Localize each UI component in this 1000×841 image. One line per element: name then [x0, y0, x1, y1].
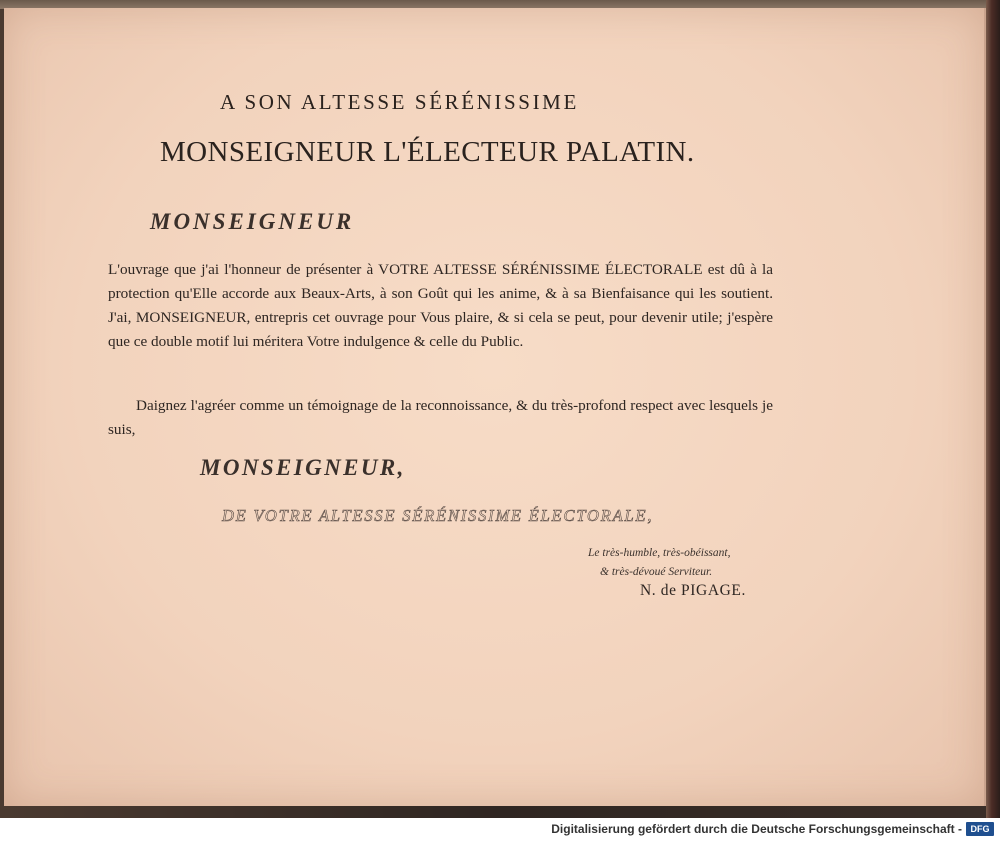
closing-title-line: DE VOTRE ALTESSE SÉRÉNISSIME ÉLECTORALE, — [222, 506, 654, 525]
footer-credit-text: Digitalisierung gefördert durch die Deutsche Forschungsgemeinschaft - — [551, 822, 962, 836]
body-paragraph-2: Daignez l'agréer comme un témoignage de la reconnoissance, & du très-profond respect avec lesquels je suis, — [108, 397, 773, 438]
signature-formula-line1: Le très-humble, très-obéissant, — [588, 547, 731, 559]
footer-bar — [0, 818, 1000, 841]
dfg-logo: DFG — [966, 822, 994, 836]
signature-formula-line2: & très-dévoué Serviteur. — [600, 566, 713, 578]
salutation: MONSEIGNEUR — [150, 209, 355, 234]
dedication-heading-line1: A SON ALTESSE SÉRÉNISSIME — [220, 90, 579, 114]
dedication-heading-line2: MONSEIGNEUR L'ÉLECTEUR PALATIN. — [160, 136, 695, 168]
book-right-edge — [986, 0, 1000, 818]
signature-name: N. de PIGAGE. — [640, 582, 746, 599]
closing-salutation: MONSEIGNEUR, — [200, 455, 406, 480]
body-paragraph-1: L'ouvrage que j'ai l'honneur de présenter à VOTRE ALTESSE SÉRÉNISSIME ÉLECTORALE est dû à la protection qu'Elle accorde aux Beaux-Arts, à son Goût qui les anime, & à sa Bienfaisance qui les soutient. J'ai, MONSEIGNEUR, entrepris cet ouvrage pour Vous plaire, & si cela se peut, pour devenir utile; j'espère que ce double motif lui méritera Votre indulgence & celle du Public. — [108, 261, 773, 350]
